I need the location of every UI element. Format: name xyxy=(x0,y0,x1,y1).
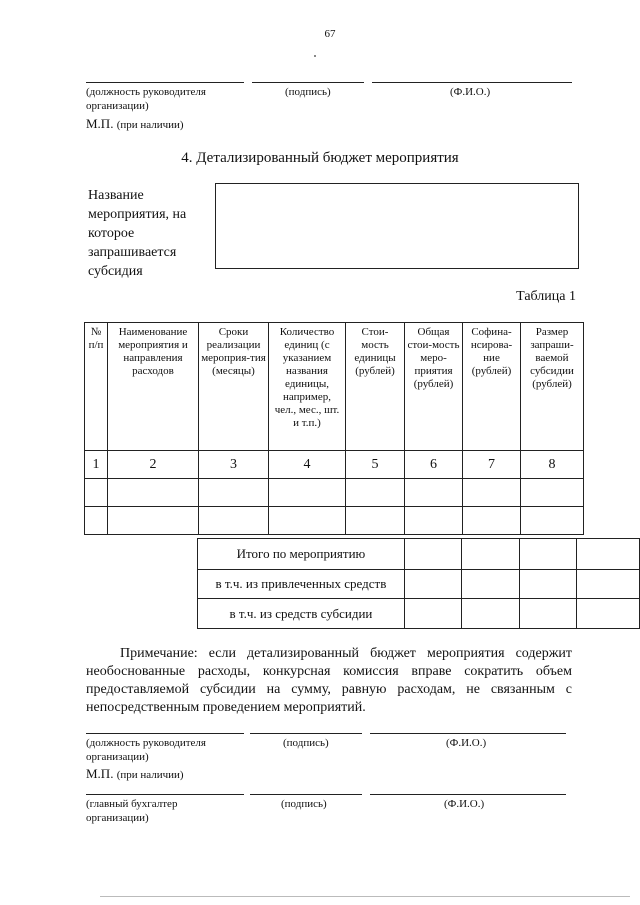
table-cell[interactable] xyxy=(269,507,346,535)
totals-row xyxy=(198,599,640,629)
name-label: (Ф.И.О.) xyxy=(446,737,487,749)
header-cell: Софина-нсирова-ние (рублей) xyxy=(463,323,521,451)
name-line xyxy=(370,794,566,795)
column-number: 3 xyxy=(199,451,269,479)
stamp-label: М.П. xyxy=(86,116,114,131)
header-cell: Стои-мость единицы (рублей) xyxy=(346,323,405,451)
signature-line xyxy=(250,794,362,795)
totals-cell[interactable] xyxy=(462,539,520,570)
table-label: Таблица 1 xyxy=(516,289,576,304)
totals-cell[interactable] xyxy=(404,539,462,570)
totals-row xyxy=(198,570,640,599)
header-cell: Размер запраши-ваемой субсидии (рублей) xyxy=(521,323,584,451)
table-cell[interactable] xyxy=(269,479,346,507)
page-number: 67 xyxy=(324,28,336,40)
event-name-field[interactable] xyxy=(215,183,579,269)
column-number: 7 xyxy=(463,451,521,479)
totals-label: в т.ч. из средств субсидии xyxy=(198,599,405,629)
event-name-label: Название мероприятия, на которое запрашивается субсидия xyxy=(88,188,187,279)
table-cell[interactable] xyxy=(346,479,405,507)
totals-cell[interactable] xyxy=(577,570,640,599)
totals-cell[interactable] xyxy=(519,539,577,570)
position-line xyxy=(86,82,244,83)
column-number: 4 xyxy=(269,451,346,479)
position-line xyxy=(86,733,244,734)
table-cell[interactable] xyxy=(521,507,584,535)
column-number: 1 xyxy=(85,451,108,479)
table-cell[interactable] xyxy=(521,479,584,507)
table-cell[interactable] xyxy=(85,507,108,535)
table-cell[interactable] xyxy=(405,507,463,535)
totals-cell[interactable] xyxy=(519,570,577,599)
note-paragraph xyxy=(86,645,572,717)
scan-speck xyxy=(314,55,316,57)
column-number: 2 xyxy=(108,451,199,479)
budget-table xyxy=(84,322,584,535)
table-cell[interactable] xyxy=(463,479,521,507)
stamp-label: М.П. xyxy=(86,766,114,781)
totals-cell[interactable] xyxy=(462,570,520,599)
signature-label: (подпись) xyxy=(281,798,327,810)
column-number-row xyxy=(85,451,584,479)
stamp-line xyxy=(86,766,184,782)
header-cell: № п/п xyxy=(85,323,108,451)
header-cell: Сроки реализации мероприя-тия (месяцы) xyxy=(199,323,269,451)
signature-label: (подпись) xyxy=(283,737,329,749)
column-number: 5 xyxy=(346,451,405,479)
position-label: (должность руководителя организации) xyxy=(86,737,206,763)
signature-label: (подпись) xyxy=(285,86,331,98)
table-cell[interactable] xyxy=(405,479,463,507)
table-cell[interactable] xyxy=(108,479,199,507)
name-label: (Ф.И.О.) xyxy=(450,86,491,98)
stamp-note: (при наличии) xyxy=(116,119,184,131)
table-row xyxy=(85,507,584,535)
name-label: (Ф.И.О.) xyxy=(444,798,485,810)
scan-edge-line xyxy=(100,896,630,897)
totals-cell[interactable] xyxy=(519,599,577,629)
signature-line xyxy=(250,733,362,734)
totals-cell[interactable] xyxy=(577,539,640,570)
name-line xyxy=(372,82,572,83)
totals-table xyxy=(197,538,640,629)
position-line xyxy=(86,794,244,795)
table-cell[interactable] xyxy=(346,507,405,535)
stamp-line xyxy=(86,116,184,132)
header-cell: Наименование мероприятия и направления расходов xyxy=(108,323,199,451)
position-label: (главный бухгалтер организации) xyxy=(86,798,178,824)
totals-cell[interactable] xyxy=(462,599,520,629)
note-text: Примечание: если детализированный бюджет мероприятия содержит необоснованные расходы, конкурсная комиссия вправе сократить объем предоставляемой субсидии на сумму, равную расходам, не связанным с непосредственным проведением мероприятий. xyxy=(86,646,572,715)
table-cell[interactable] xyxy=(199,479,269,507)
table-cell[interactable] xyxy=(463,507,521,535)
name-line xyxy=(370,733,566,734)
position-label: (должность руководителя организации) xyxy=(86,86,206,112)
header-cell: Количество единиц (с указанием названия единицы, например, чел., мес., шт. и т.п.) xyxy=(269,323,346,451)
header-cell: Общая стои-мость меро-приятия (рублей) xyxy=(405,323,463,451)
signature-line xyxy=(252,82,364,83)
table-row xyxy=(85,479,584,507)
totals-row xyxy=(198,539,640,570)
totals-cell[interactable] xyxy=(577,599,640,629)
totals-label: в т.ч. из привлеченных средств xyxy=(198,570,405,599)
stamp-note: (при наличии) xyxy=(116,769,184,781)
section-title: 4. Детализированный бюджет мероприятия xyxy=(181,150,459,166)
table-cell[interactable] xyxy=(108,507,199,535)
table-header-row xyxy=(85,323,584,451)
totals-cell[interactable] xyxy=(404,599,462,629)
table-cell[interactable] xyxy=(199,507,269,535)
column-number: 8 xyxy=(521,451,584,479)
totals-label: Итого по мероприятию xyxy=(198,539,405,570)
totals-cell[interactable] xyxy=(404,570,462,599)
column-number: 6 xyxy=(405,451,463,479)
table-cell[interactable] xyxy=(85,479,108,507)
